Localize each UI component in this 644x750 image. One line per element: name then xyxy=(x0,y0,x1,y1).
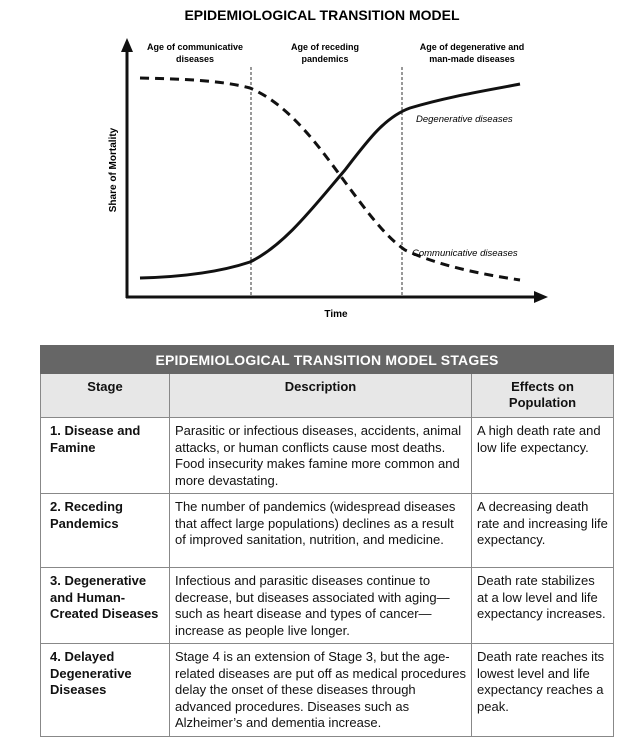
era-2-label-line1: Age of receding xyxy=(290,42,360,52)
stages-table xyxy=(40,345,614,737)
stage-cell: 3. Degenerative and Human-Created Diseases xyxy=(41,568,170,644)
transition-diagram xyxy=(0,0,644,330)
effects-cell: A decreasing death rate and increasing life expectancy. xyxy=(472,494,614,568)
description-cell: Infectious and parasitic diseases continue to decrease, but diseases associated with aging—such as heart disease and types of cancer—increase as people live longer. xyxy=(170,568,472,644)
effects-cell: Death rate reaches its lowest level and life expectancy reaches a peak. xyxy=(472,644,614,737)
description-cell: Stage 4 is an extension of Stage 3, but the age-related diseases are put off as medical procedures delay the onset of these diseases through advanced procedures. Diseases such as Alzheimer’s and dementia increase. xyxy=(170,644,472,737)
table-row xyxy=(41,418,614,494)
y-axis-arrow xyxy=(121,38,133,52)
era-1-label-line2: diseases xyxy=(175,54,215,64)
communicative-curve-label: Communicative diseases xyxy=(412,248,518,259)
stage-column-header: Stage xyxy=(41,374,170,418)
table-title: EPIDEMIOLOGICAL TRANSITION MODEL STAGES xyxy=(41,346,614,374)
stage-cell: 1. Disease and Famine xyxy=(41,418,170,494)
stage-cell: 2. Receding Pandemics xyxy=(41,494,170,568)
effects-cell: A high death rate and low life expectancy. xyxy=(472,418,614,494)
description-cell: Parasitic or infectious diseases, accidents, animal attacks, or human conflicts cause most deaths. Food insecurity makes famine more common and more devastating. xyxy=(170,418,472,494)
era-3-label-line2: man-made diseases xyxy=(429,54,515,64)
table-row xyxy=(41,494,614,568)
stage-cell: 4. Delayed Degenerative Diseases xyxy=(41,644,170,737)
era-3-label-line1: Age of degenerative and xyxy=(419,42,525,52)
effects-cell: Death rate stabilizes at a low level and life expectancy increases. xyxy=(472,568,614,644)
description-column-header: Description xyxy=(170,374,472,418)
diagram-title: EPIDEMIOLOGICAL TRANSITION MODEL xyxy=(184,7,460,23)
era-2-label-line2: pandemics xyxy=(301,54,349,64)
era-1-label-line1: Age of communicative xyxy=(146,42,244,52)
x-axis-arrow xyxy=(534,291,548,303)
description-cell: The number of pandemics (widespread diseases that affect large populations) declines as a result of improved sanitation, nutrition, and medicine. xyxy=(170,494,472,568)
y-axis-label: Share of Mortality xyxy=(108,127,119,213)
table-row xyxy=(41,644,614,737)
effects-column-header: Effects on Population xyxy=(472,374,614,418)
x-axis-label: Time xyxy=(324,309,348,320)
table-row xyxy=(41,568,614,644)
degenerative-curve-label: Degenerative diseases xyxy=(416,114,513,125)
